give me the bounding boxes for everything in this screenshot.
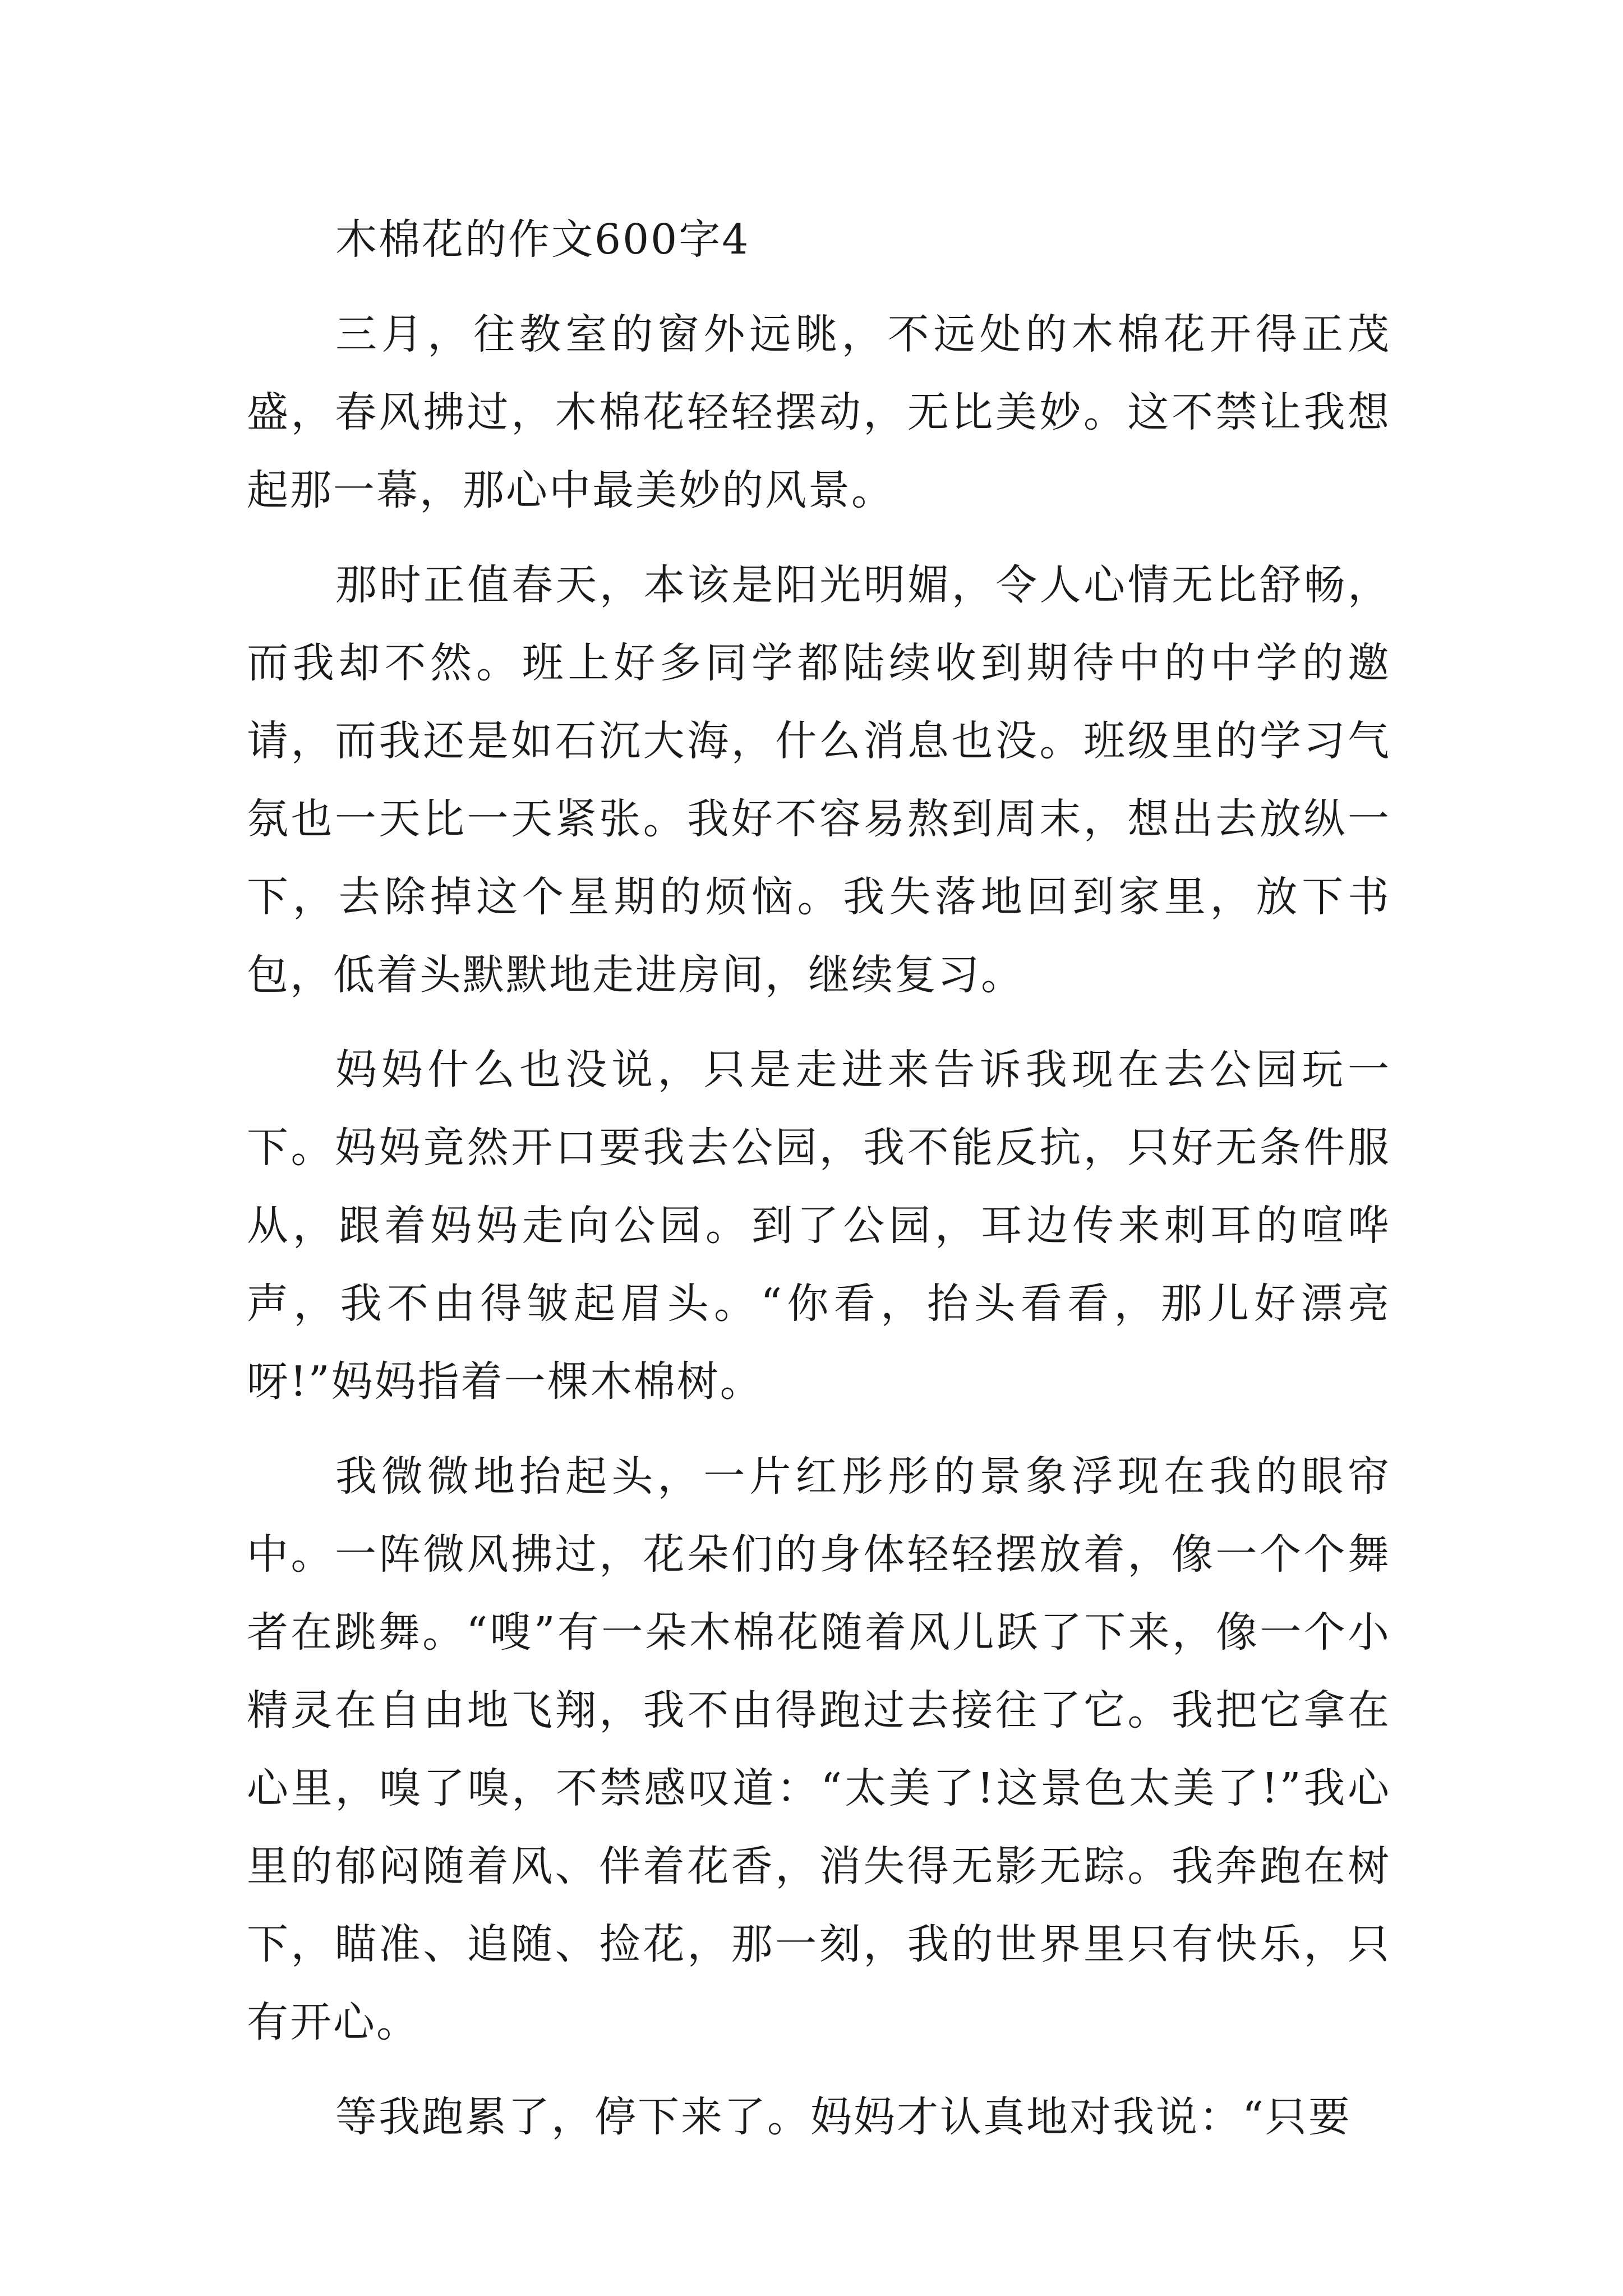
paragraph-4: 我微微地抬起头，一片红彤彤的景象浮现在我的眼帘中。一阵微风拂过，花朵们的身体轻轻摆放着，像一个个舞者在跳舞。“嗖”有一朵木棉花随着风儿跃了下来，像一个小精灵在自由地飞翔，我不由得跑过去接往了它。我把它拿在心里，嗅了嗅，不禁感叹道：“太美了!这景色太美了!”我心里的郁闷随着风、伴着花香，消失得无影无踪。我奔跑在树下，瞄准、追随、捡花，那一刻，我的世界里只有快乐，只有开心。 xyxy=(247,1452,1391,2046)
essay-title: 木棉花的作文600字4 xyxy=(335,215,750,264)
paragraph-2: 那时正值春天，本该是阳光明媚，令人心情无比舒畅，而我却不然。班上好多同学都陆续收到期待中的中学的邀请，而我还是如石沉大海，什么消息也没。班级里的学习气氛也一天比一天紧张。我好不容易熬到周末，想出去放纵一下，去除掉这个星期的烦恼。我失落地回到家里，放下书包，低着头默默地走进房间，继续复习。 xyxy=(247,561,1391,999)
document-body xyxy=(247,201,1391,2156)
paragraph-1: 三月，往教室的窗外远眺，不远处的木棉花开得正茂盛，春风拂过，木棉花轻轻摆动，无比美妙。这不禁让我想起那一幕，那心中最美妙的风景。 xyxy=(247,310,1391,514)
paragraph-3: 妈妈什么也没说，只是走进来告诉我现在去公园玩一下。妈妈竟然开口要我去公园，我不能反抗，只好无条件服从，跟着妈妈走向公园。到了公园，耳边传来刺耳的喧哗声，我不由得皱起眉头。“你看，抬头看看，那儿好漂亮呀!”妈妈指着一棵木棉树。 xyxy=(247,1046,1391,1406)
paragraph-5: 等我跑累了，停下来了。妈妈才认真地对我说：“只要 xyxy=(335,2093,1352,2141)
